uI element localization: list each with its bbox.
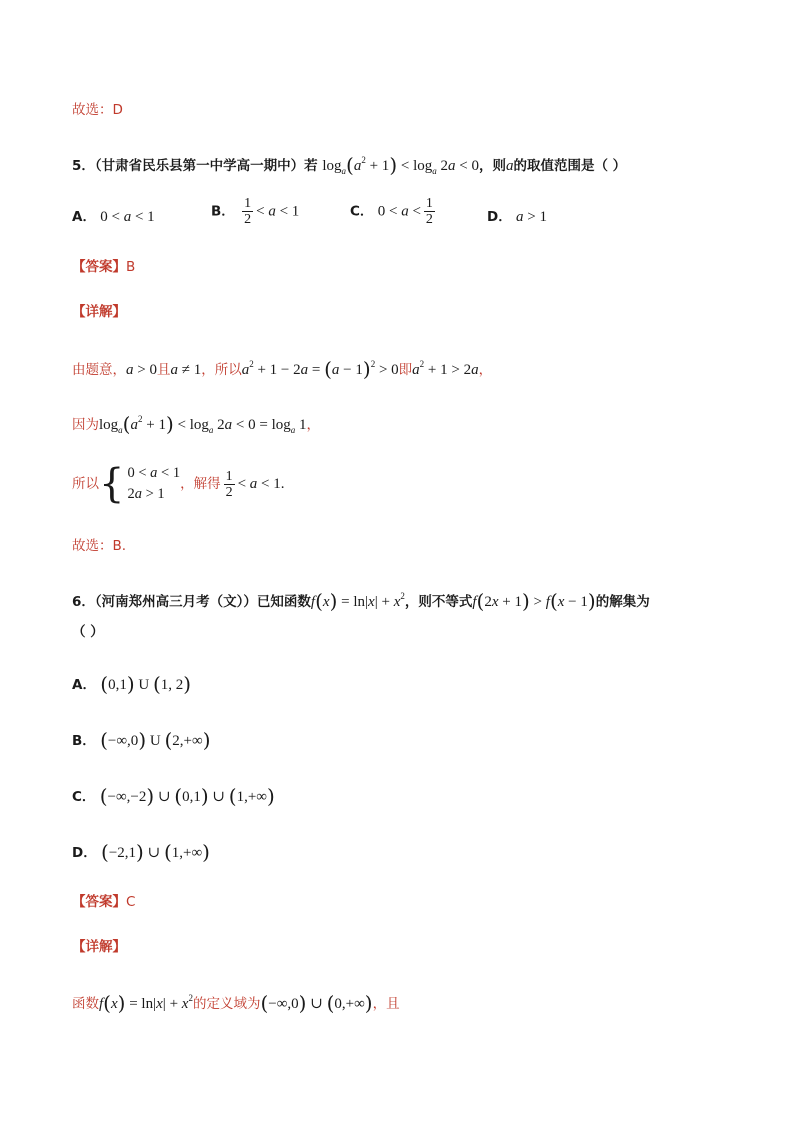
q6-answer-value: C <box>126 894 136 910</box>
q6-option-c-letter: C． <box>72 789 96 805</box>
q5-option-b <box>211 196 299 227</box>
q6-function-math: $f(x) = \ln|x| + x^2$ <box>310 589 405 613</box>
q6-source: （河南郑州高三月考（文）） <box>94 594 257 610</box>
q6-option-c-math: (−∞,−2) ∪ (0,1) ∪ (1,+∞) <box>99 784 275 808</box>
q6-detail-function-math: $f(x) = \ln|x| + x^2$ <box>99 991 193 1015</box>
q5-answer-line <box>72 255 135 279</box>
q6-option-b-math: (−∞,0) U (2,+∞) <box>100 728 211 752</box>
q6-stem-mid: ，则不等式 <box>404 594 473 610</box>
q5-option-c-math: 0 < a < <box>377 203 421 220</box>
q5-option-c-letter: C． <box>350 203 374 220</box>
q5-option-d-letter: D． <box>487 209 512 225</box>
q5-detail-line1-b: 且 <box>156 362 171 378</box>
q5-answer-value: B <box>126 259 136 275</box>
q6-detail-line1-b: 的定义域为 <box>192 996 261 1012</box>
q5-stem-prefix: 若 <box>304 158 318 174</box>
q5-option-d <box>487 205 547 226</box>
q6-detail-domain-math: (−∞,0) ∪ (0,+∞) <box>260 991 373 1015</box>
q5-stem-suffix: 的取值范围是（ ） <box>513 158 627 174</box>
q5-stem-mid: ，则 <box>478 158 506 174</box>
q6-option-a-math: (0,1) U (1, 2) <box>100 672 192 696</box>
q6-detail-line1-a: 函数 <box>72 996 99 1012</box>
q5-detail-line1-c: ，所以 <box>201 362 242 378</box>
q6-option-b-letter: B． <box>72 733 96 749</box>
q6-number: 6． <box>72 594 95 610</box>
q5-detail-line1-m1: a > 0 <box>126 362 157 378</box>
q5-detail-line1-m2: a ≠ 1 <box>170 362 202 378</box>
q6-option-a <box>72 672 191 697</box>
q5-result-math: < a < 1. <box>237 476 285 492</box>
q5-math-stem: $\log_a(a^2 + 1) < \log_a 2a < 0$ <box>322 153 479 177</box>
q5-final: 故选：B. <box>72 538 127 554</box>
q5-detail-line1-a: 由题意， <box>72 362 126 378</box>
q5-option-d-math: a > 1 <box>516 209 547 225</box>
q5-detail-line3-a: 所以 <box>72 476 99 492</box>
q6-option-c <box>72 784 275 809</box>
q6-option-d-math: (−2,1) ∪ (1,+∞) <box>101 840 210 864</box>
q6-stem-paren: （ ） <box>72 624 104 640</box>
q5-detail-line2-b: ， <box>306 417 320 433</box>
q5-answer-label: 【答案】 <box>72 259 126 275</box>
q5-detail-line1-m3: $a^2 + 1 - 2a = (a - 1)^2 > 0$ <box>241 357 399 381</box>
top-answer-value: D <box>112 102 123 118</box>
q5-detail-label: 【详解】 <box>72 304 126 320</box>
q5-number: 5． <box>72 158 95 174</box>
q6-stem <box>72 584 650 614</box>
q6-inequality-math: f(2x + 1) > f(x − 1) <box>472 589 596 613</box>
q6-detail-line1 <box>72 986 400 1016</box>
q6-option-d <box>72 840 210 865</box>
q5-system: { 0 < a < 1 2a > 1 <box>99 461 181 507</box>
q5-detail-line1-d: 即 <box>398 362 413 378</box>
q5-result-frac: $\frac{1}{2}$ <box>225 468 233 500</box>
q5-option-b-math: < a < 1 <box>256 203 300 220</box>
q5-option-a-math: 0 < a < 1 <box>100 209 155 225</box>
q5-option-b-letter: B． <box>211 203 235 220</box>
q5-option-a-letter: A． <box>72 209 96 225</box>
q6-stem-prefix: 已知函数 <box>256 594 311 610</box>
top-answer-label: 故选： <box>72 102 113 118</box>
q6-option-a-letter: A． <box>72 677 96 693</box>
q6-detail-line1-c: ，且 <box>372 996 400 1012</box>
q5-detail-line1-e: ， <box>478 362 493 378</box>
q5-detail-line3-b: ，解得 <box>180 476 221 492</box>
q6-stem-suffix: 的解集为 <box>595 594 650 610</box>
q5-detail-line3 <box>72 460 285 508</box>
q5-option-c-frac: $\frac{1}{2}$ <box>425 196 433 227</box>
q6-answer-label: 【答案】 <box>72 894 126 910</box>
q6-detail-label: 【详解】 <box>72 939 126 955</box>
q5-detail-line2 <box>72 407 320 442</box>
q5-detail-line2-math: $\log_a(a^2 + 1) < \log_a 2a < 0 = \log_a 1$ <box>99 412 307 436</box>
q5-option-a <box>72 205 155 226</box>
q5-option-b-frac: $\frac{1}{2}$ <box>244 196 252 227</box>
q5-detail-line2-a: 因为 <box>72 417 99 433</box>
q5-detail-line1 <box>72 352 492 382</box>
top-answer-line <box>72 98 123 122</box>
q6-option-d-letter: D． <box>72 845 97 861</box>
q5-stem <box>72 148 626 183</box>
q5-detail-line1-m4: $a^2 + 1 > 2a$ <box>412 359 479 378</box>
q6-answer-line <box>72 890 135 914</box>
q6-option-b <box>72 728 211 753</box>
q5-stem-var: a <box>505 158 514 174</box>
q5-option-c <box>350 196 438 227</box>
q5-source: （甘肃省民乐县第一中学高一期中） <box>94 158 305 174</box>
